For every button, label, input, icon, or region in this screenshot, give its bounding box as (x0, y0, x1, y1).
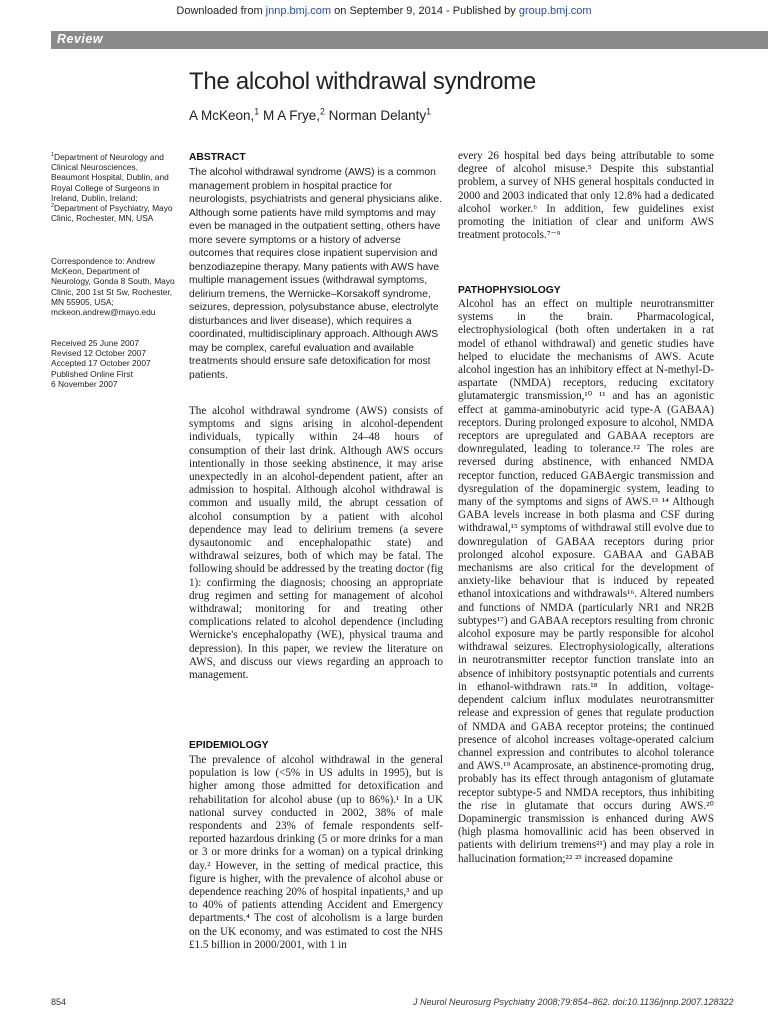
abstract-heading: ABSTRACT (189, 152, 246, 163)
author-name: Norman Delanty (328, 108, 427, 123)
correspondence: Correspondence to: Andrew McKeon, Department of Neurology, Gonda 8 South, Mayo Clinic, 200 1st St Sw, Rochester, MN 55905, USA; mckeon.andrew@mayo.edu (51, 256, 175, 318)
section-banner (51, 31, 768, 49)
author-affiliation: 2 (319, 106, 325, 117)
date-published-label: Published Online First (51, 368, 133, 379)
author-name: M A Frye, (262, 108, 320, 123)
affiliation-number: 1 (51, 152, 55, 159)
affiliation-text: Department of Psychiatry, Mayo Clinic, Rochester, MN, USA (51, 203, 173, 224)
journal-citation: J Neurol Neurosurg Psychiatry 2008;79:854–862. doi:10.1136/jnnp.2007.128322 (413, 997, 734, 1007)
affiliation-2 (51, 203, 176, 223)
section-label: Review (57, 32, 104, 46)
page-number: 854 (51, 997, 67, 1007)
affiliation-1 (51, 152, 176, 203)
date-revised: Revised 12 October 2007 (51, 348, 146, 359)
author-name: A McKeon, (189, 108, 255, 123)
site-link[interactable]: jnnp.bmj.com (265, 5, 332, 17)
pathophysiology-heading: PATHOPHYSIOLOGY (458, 285, 561, 296)
abstract-text: The alcohol withdrawal syndrome (AWS) is a common management problem in hospital practice for neurologists, psychiatrists and general physicians alike. Although some patients have mild symptoms and may even be managed in the outpatient setting, others have more severe symptoms or a history of adverse outcomes that requires close inpatient supervision and benzodiazepine therapy. Many patients with AWS have multiple management issues (withdrawal symptoms, delirium tremens, the Wernicke–Korsakoff syndrome, seizures, depression, polysubstance abuse, electrolyte disturbances and liver disease), which requires a coordinated, multidisciplinary approach. Although AWS may be complex, careful evaluation and available treatments should ensure safe detoxification for most patients. (189, 167, 442, 381)
affiliation-number: 2 (51, 203, 55, 210)
article-title: The alcohol withdrawal syndrome (189, 68, 536, 95)
download-middle: on September 9, 2014 - Published by (331, 5, 519, 17)
affiliation-text: Department of Neurology and Clinical Neurosciences, Beaumont Hospital, Dublin, and Royal College of Surgeons in Ireland, Dublin, Ireland; (51, 152, 169, 203)
date-published: 6 November 2007 (51, 378, 118, 389)
epidemiology-continued: every 26 hospital bed days being attributable to some degree of alcohol misuse.⁵ Despite this substantial problem, a survey of NHS general hospitals conducted in 2000 and 2003 indicated that only 12.8% had a dedicated alcohol worker.⁶ In addition, few guidelines exist promoting the initiation of clear and uniform AWS treatment protocols.⁷⁻⁹ (458, 150, 714, 242)
download-notice (0, 5, 768, 17)
epidemiology-heading: EPIDEMIOLOGY (189, 740, 269, 751)
download-prefix: Downloaded from (176, 5, 266, 17)
date-accepted: Accepted 17 October 2007 (51, 358, 151, 369)
epidemiology-text: The prevalence of alcohol withdrawal in the general population is low (<5% in US adults in 1995), but is higher among those admitted for detoxification and rehabilitation for alcohol abuse (up to 86%).¹ In a UK national survey conducted in 2002, 38% of male respondents and 23% of female respondents self-reported hazardous drinking (5 or more drinks for a man or 3 or more drinks for a woman) on a typical drinking day.² However, in the setting of medical practice, this figure is higher, with the prevalence of alcohol abuse or dependence reaching 20% of hospital inpatients,³ and up to 40% of patients attending Accident and Emergency departments.⁴ The cost of alcoholism is a large burden on the UK economy, and was estimated to cost the NHS £1.5 billion in 2000/2001, with 1 in (189, 754, 443, 951)
intro-paragraph: The alcohol withdrawal syndrome (AWS) consists of symptoms and signs arising in alcohol-dependent individuals, typically within 24–48 hours of consumption of their last drink. Although AWS occurs intentionally in those seeking abstinence, it may arise unexpectedly in an alcohol-dependent patient, after an admission to hospital. Although alcohol withdrawal is common and usually mild, the abrupt cessation of alcohol consumption by a patient with alcohol dependence may lead to delirium tremens (a severe dysautonomic and encephalopathic state) and withdrawal seizures, both of which may be fatal. The following should be addressed by the treating doctor (fig 1): confirming the diagnosis; choosing an appropriate drug regimen and setting for management of alcohol withdrawal; monitoring for and treating other complications related to alcohol dependence (including Wernicke's encephalopathy (WE), physical trauma and depression). In this paper, we review the literature on AWS, and discuss our views regarding an approach to management. (189, 405, 443, 682)
author-list (189, 108, 431, 123)
publisher-link[interactable]: group.bmj.com (518, 5, 592, 17)
pathophysiology-text: Alcohol has an effect on multiple neurotransmitter systems in the brain. Pharmacological, electrophysiological (both often undertaken in a rat model of ethanol withdrawal) and genetic studies have helped to elucidate the mechanisms of AWS. Acute alcohol ingestion has an inhibitory effect at N-methyl-D-aspartate (NMDA) receptors, reducing excitatory glutamatergic transmission,¹⁰ ¹¹ and has an agonistic effect at gamma-aminobutyric acid type-A (GABAA) receptors. During prolonged exposure to alcohol, NMDA receptors are upregulated and GABAA receptors are downregulated, leading to tolerance.¹² The roles are reversed during abstinence, with enhanced NMDA receptor function, reduced GABAergic transmission and dysregulation of the dopaminergic system, leading to many of the symptoms and signs of AWS.¹³ ¹⁴ Although GABA levels increase in both plasma and CSF during withdrawal,¹⁵ symptoms of withdrawal still evolve due to downregulation of GABAA receptors during prior prolonged alcohol exposure. GABAA and GABAB mechanisms are also critical for the development of anxiety-like behaviour that is induced by repeated ethanol intoxications and withdrawals¹⁶. Altered numbers and functions of NMDA (particularly NR1 and NR2B subtypes¹⁷) and GABAA receptors resulting from chronic alcohol exposure may be partly responsible for alcohol withdrawal seizures. Electrophysiologically, alterations in neurotransmitter receptor function translate into an absence of inhibitory postsynaptic potentials and currents in ethanol-withdrawn rats.¹⁸ In addition, voltage-dependent calcium influx modulates neurotransmitter release and expression of genes that regulate production of NMDA and GABA receptor proteins; the continued presence of alcohol increases voltage-operated calcium channel expression and contributes to alcohol tolerance and AWS.¹⁹ Acamprosate, an abstinence-promoting drug, probably has its effect through antagonism of glutamate receptor subtype-5 and NMDA receptors, thus inhibiting the rise in glutamate that occurs during AWS.²⁰ Dopaminergic transmission is enhanced during AWS (high plasma homovallinic acid has been observed in patients with delirium tremens²¹) and may play a role in hallucination formation;²² ²³ increased dopamine (458, 298, 714, 865)
introduction-text (189, 405, 443, 682)
affiliations (51, 152, 176, 223)
author-affiliation: 1 (254, 106, 260, 117)
article-dates (51, 338, 176, 389)
date-received: Received 25 June 2007 (51, 338, 140, 348)
author-affiliation: 1 (426, 106, 432, 117)
